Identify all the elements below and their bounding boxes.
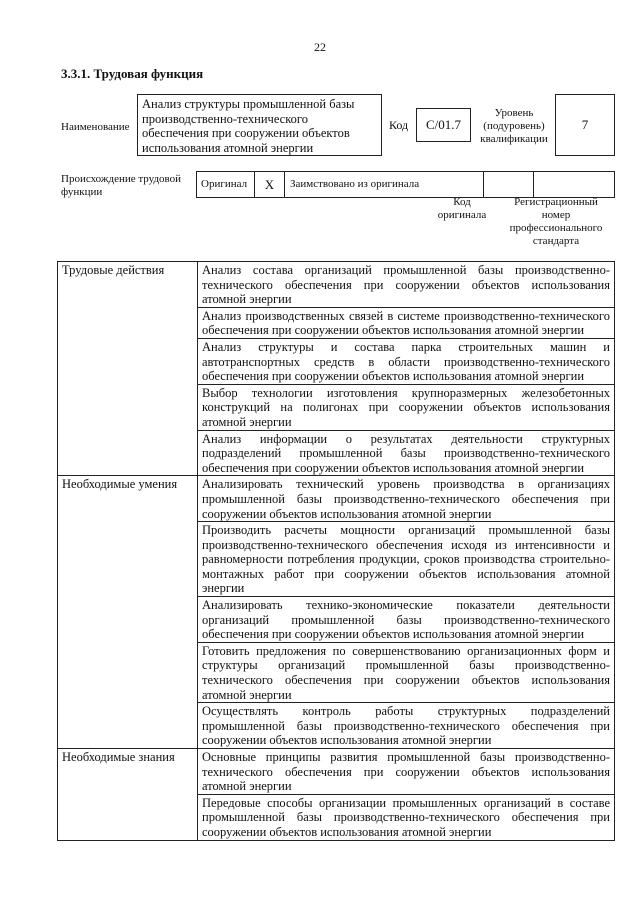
origin-borrowed-cell: Заимствовано из оригинала xyxy=(285,172,484,197)
list-item: Осуществлять контроль работы структурных подразделений промышленной базы производственно-технического обеспечения при сооружении объектов использования атомной энергии xyxy=(198,703,615,749)
list-item: Производить расчеты мощности организаций промышленной базы производственно-технического обеспечения исходя из интенсивности и равномерности потребления продукции, сроков производства строительно-монтажных работ при сооружении объектов использования атомной энергии xyxy=(198,522,615,597)
category-cell: Необходимые знания xyxy=(58,749,198,841)
table-row xyxy=(58,476,615,522)
name-label: Наименование xyxy=(61,121,130,133)
origin-row xyxy=(196,171,615,198)
qualification-level-label: Уровень (подуровень) квалификации xyxy=(480,107,548,145)
list-item: Анализ структуры и состава парка строительных машин и автотранспортных средств в области производственно-технического обеспечения при сооружении объектов использования атомной энергии xyxy=(198,338,615,384)
list-item: Анализ информации о результатах деятельности структурных подразделений промышленной базы производственно-технического обеспечения при сооружении объектов использования атомной энергии xyxy=(198,430,615,476)
qualification-level-value: 7 xyxy=(555,94,615,156)
section-title: 3.3.1. Трудовая функция xyxy=(61,66,204,81)
function-content-table xyxy=(57,261,615,841)
list-item: Анализ состава организаций промышленной базы производственно-технического обеспечения при сооружении объектов использования атомной энергии xyxy=(198,262,615,308)
list-item: Передовые способы организации промышленных организаций в составе промышленной базы производственно-технического обеспечения при сооружении объектов использования атомной энергии xyxy=(198,794,615,840)
table-row xyxy=(58,262,615,308)
origin-label: Происхождение трудовой функции xyxy=(61,173,182,198)
page-number: 22 xyxy=(314,40,326,54)
function-name-value: Анализ структуры промышленной базы производственно-технического обеспечения при сооружении объектов использования атомной энергии xyxy=(137,94,382,156)
list-item: Анализ производственных связей в системе производственно-технического обеспечения при сооружении объектов использования атомной энергии xyxy=(198,307,615,338)
reg-number-label: Регистрационный номер профессионального стандарта xyxy=(509,196,603,247)
origin-original-cell: Оригинал xyxy=(197,172,255,197)
list-item: Основные принципы развития промышленной базы производственно-технического обеспечения при сооружении объектов использования атомной энергии xyxy=(198,749,615,795)
list-item: Анализировать технико-экономические показатели деятельности организаций промышленной базы производственно-технического обеспечения при сооружении объектов использования атомной энергии xyxy=(198,597,615,643)
category-cell: Трудовые действия xyxy=(58,262,198,476)
list-item: Выбор технологии изготовления крупноразмерных железобетонных конструкций на полигонах при сооружении объектов использования атомной энергии xyxy=(198,384,615,430)
code-original-label: Код оригинала xyxy=(437,196,487,221)
category-cell: Необходимые умения xyxy=(58,476,198,749)
origin-code-cell xyxy=(484,172,534,197)
table-row xyxy=(58,749,615,795)
list-item: Анализировать технический уровень производства в организациях промышленной базы производственно-технического обеспечения при сооружении объектов использования атомной энергии xyxy=(198,476,615,522)
code-value: C/01.7 xyxy=(416,108,471,142)
code-label: Код xyxy=(389,118,409,132)
origin-reg-number-cell xyxy=(534,172,616,197)
origin-mark-cell: X xyxy=(255,172,285,197)
list-item: Готовить предложения по совершенствованию организационных форм и структуры организаций промышленной базы производственно-технического обеспечения при сооружении объектов использования атомной энергии xyxy=(198,642,615,702)
